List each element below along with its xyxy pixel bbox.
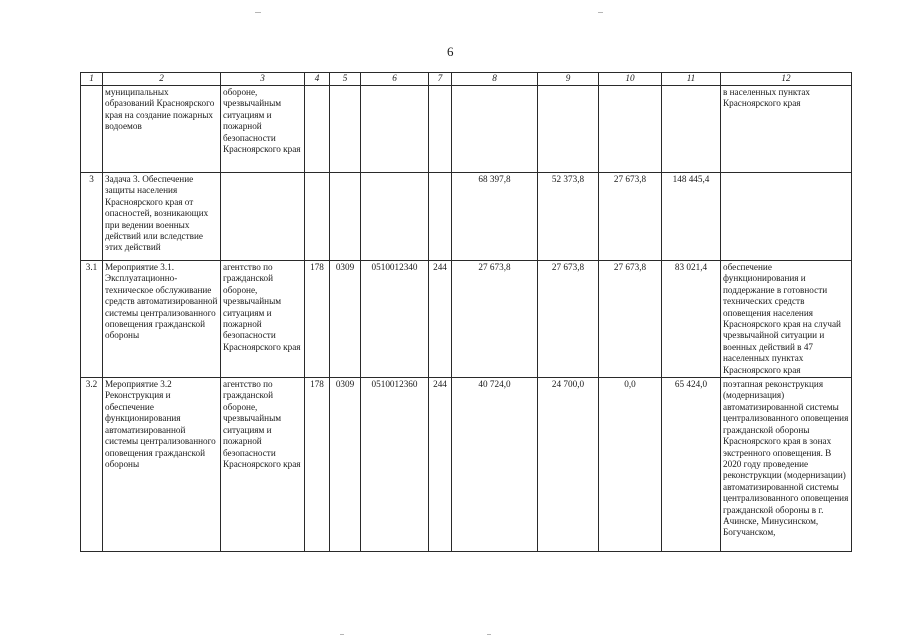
column-header: 2 <box>103 73 221 86</box>
section-code-cell <box>330 173 361 261</box>
column-header: 10 <box>599 73 662 86</box>
row-number-cell: 3 <box>81 173 103 261</box>
scan-artifact <box>487 634 491 635</box>
total-amount-cell: 148 445,4 <box>662 173 721 261</box>
grbs-code-cell <box>305 86 330 173</box>
column-header: 3 <box>221 73 305 86</box>
grbs-code-cell: 178 <box>305 261 330 378</box>
year2-amount-cell: 27 673,8 <box>538 261 599 378</box>
measure-name-cell: Мероприятие 3.1. Эксплуатационно-техническое обслуживание средств автоматизированной системы централизованного оповещения гражданской обороны <box>103 261 221 378</box>
measure-name-cell: Мероприятие 3.2 Реконструкция и обеспечение функционирования автоматизированной системы централизованного оповещения гражданской обороны <box>103 378 221 552</box>
column-header: 8 <box>452 73 538 86</box>
scan-artifact <box>255 12 261 13</box>
executor-cell: обороне, чрезвычайным ситуациям и пожарной безопасности Красноярского края <box>221 86 305 173</box>
year2-amount-cell: 52 373,8 <box>538 173 599 261</box>
column-header: 6 <box>361 73 429 86</box>
column-header: 5 <box>330 73 361 86</box>
column-header: 7 <box>429 73 452 86</box>
executor-cell: агентство по гражданской обороне, чрезвычайным ситуациям и пожарной безопасности Красноярского края <box>221 261 305 378</box>
section-code-cell <box>330 86 361 173</box>
year3-amount-cell: 27 673,8 <box>599 173 662 261</box>
column-number-header-row <box>81 73 852 86</box>
scan-artifact <box>598 12 603 13</box>
table-row <box>81 86 852 173</box>
measure-name-cell: муниципальных образований Красноярского края на создание пожарных водоемов <box>103 86 221 173</box>
year1-amount-cell: 27 673,8 <box>452 261 538 378</box>
table-row <box>81 173 852 261</box>
scan-artifact <box>340 634 344 635</box>
expense-type-code-cell: 244 <box>429 261 452 378</box>
executor-cell: агентство по гражданской обороне, чрезвычайным ситуациям и пожарной безопасности Красноярского края <box>221 378 305 552</box>
expected-result-cell: в населенных пунктах Красноярского края <box>721 86 852 173</box>
column-header: 1 <box>81 73 103 86</box>
year2-amount-cell: 24 700,0 <box>538 378 599 552</box>
column-header: 4 <box>305 73 330 86</box>
expense-type-code-cell <box>429 86 452 173</box>
section-code-cell: 0309 <box>330 261 361 378</box>
grbs-code-cell: 178 <box>305 378 330 552</box>
column-header: 11 <box>662 73 721 86</box>
measure-name-cell: Задача 3. Обеспечение защиты населения Красноярского края от опасностей, возникающих при ведении военных действий или вследствие этих действий <box>103 173 221 261</box>
expected-result-cell: поэтапная реконструкция (модернизация) автоматизированной системы централизованного оповещения гражданской обороны Красноярского края в зонах экстренного оповещения. В 2020 году проведение реконструкции (модернизации) автоматизированной системы централизованного оповещения гражданской обороны в г. Ачинске, Минусинском, Богучанском, <box>721 378 852 552</box>
target-item-code-cell: 0510012340 <box>361 261 429 378</box>
target-item-code-cell: 0510012360 <box>361 378 429 552</box>
expected-result-cell <box>721 173 852 261</box>
column-header: 9 <box>538 73 599 86</box>
row-number-cell <box>81 86 103 173</box>
table-row <box>81 261 852 378</box>
expense-type-code-cell <box>429 173 452 261</box>
year2-amount-cell <box>538 86 599 173</box>
column-header: 12 <box>721 73 852 86</box>
year3-amount-cell: 27 673,8 <box>599 261 662 378</box>
year1-amount-cell: 40 724,0 <box>452 378 538 552</box>
budget-measures-table <box>80 72 852 552</box>
year3-amount-cell <box>599 86 662 173</box>
row-number-cell: 3.2 <box>81 378 103 552</box>
grbs-code-cell <box>305 173 330 261</box>
row-number-cell: 3.1 <box>81 261 103 378</box>
total-amount-cell: 83 021,4 <box>662 261 721 378</box>
year1-amount-cell: 68 397,8 <box>452 173 538 261</box>
expense-type-code-cell: 244 <box>429 378 452 552</box>
executor-cell <box>221 173 305 261</box>
target-item-code-cell <box>361 86 429 173</box>
total-amount-cell: 65 424,0 <box>662 378 721 552</box>
expected-result-cell: обеспечение функционирования и поддержание в готовности технических средств оповещения населения Красноярского края на случай чрезвычайной ситуации и военных действий в 47 населенных пунктах Красноярского края <box>721 261 852 378</box>
year3-amount-cell: 0,0 <box>599 378 662 552</box>
total-amount-cell <box>662 86 721 173</box>
page-number: 6 <box>447 44 454 59</box>
year1-amount-cell <box>452 86 538 173</box>
section-code-cell: 0309 <box>330 378 361 552</box>
target-item-code-cell <box>361 173 429 261</box>
table-row <box>81 378 852 552</box>
